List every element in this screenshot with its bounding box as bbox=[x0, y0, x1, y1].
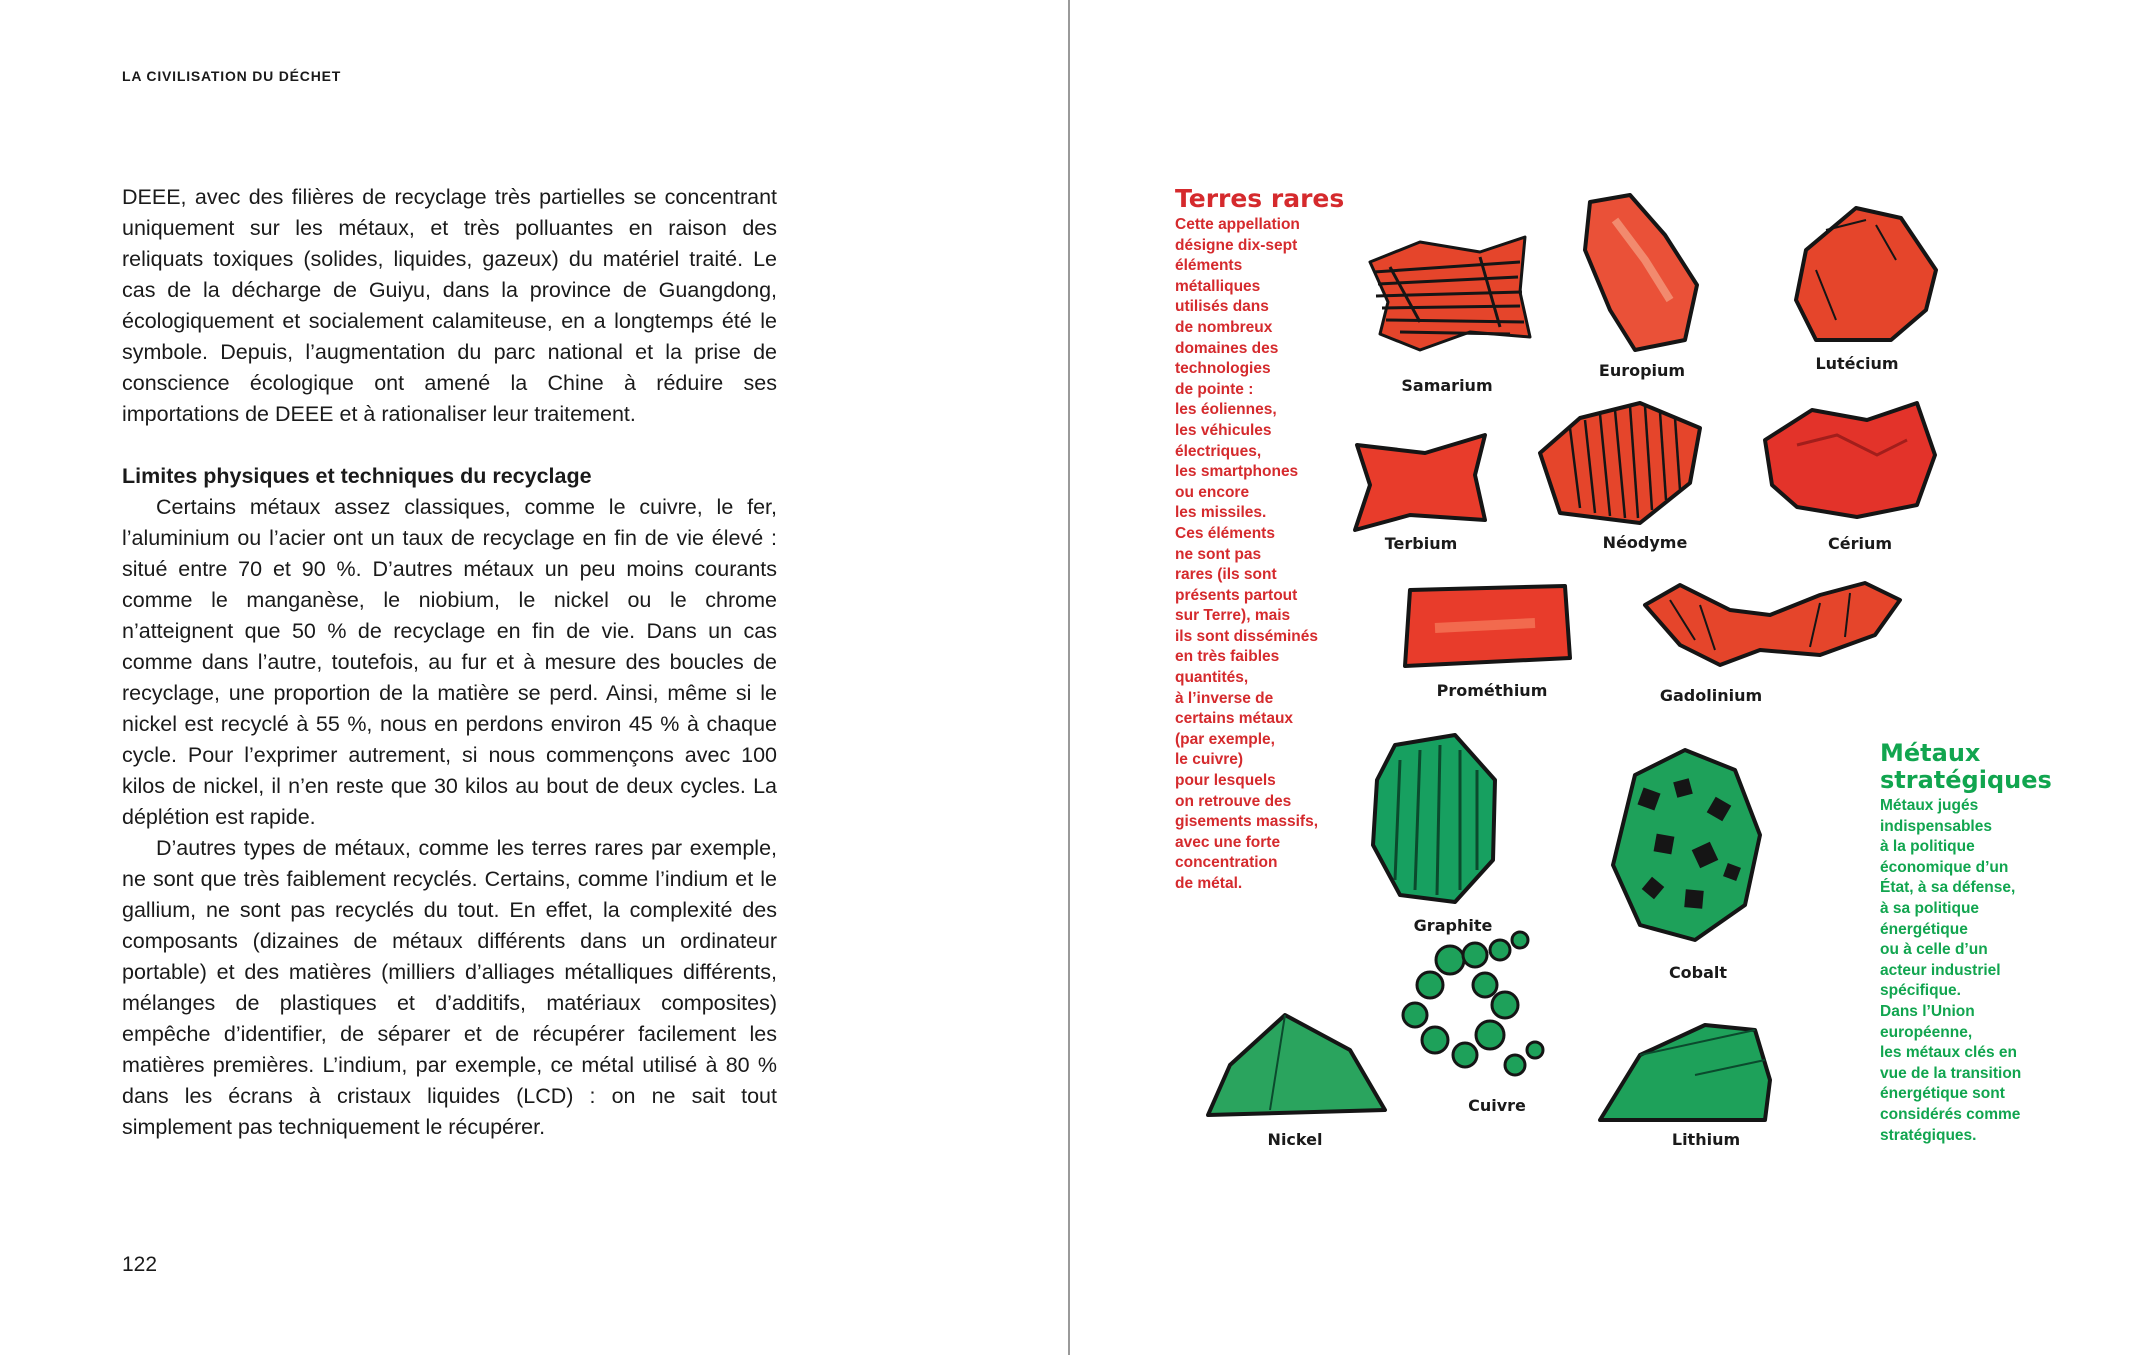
mineral-label: Samarium bbox=[1401, 376, 1493, 395]
mineral-label: Lithium bbox=[1671, 1130, 1741, 1149]
europium-illustration bbox=[1575, 190, 1705, 355]
terres-rares-title: Terres rares bbox=[1175, 184, 1345, 213]
right-page bbox=[1070, 0, 2134, 1355]
paragraph: DEEE, avec des filières de recyclage très partielles se concentrant uniquement sur les métaux, et très polluantes en raison des reliquats toxiques (solides, liquides, gazeux) du matériel traité. Le cas de la décharge de Guiyu, dans la province de Guangdong, écologiquement et socialement calamiteuse, en a longtemps été le symbole. Depuis, l’augmentation du parc national et la prise de conscience écologique ont amené la Chine à réduire ses importations de DEEE et à rationaliser leur traitement. bbox=[122, 185, 777, 426]
nickel-illustration bbox=[1200, 1010, 1390, 1120]
cobalt-illustration bbox=[1605, 745, 1765, 945]
metaux-strategiques-description: Métaux jugés indispensables à la politique économique d’un État, à sa défense, à sa politique énergétique ou à celle d’un acteur industriel spécifique. Dans l’Union européenne, les métaux clés en vue de la transition énergétique sont considérés comme stratégiques. bbox=[1880, 797, 2022, 1144]
metaux-strategiques-block bbox=[1880, 739, 2052, 1146]
terbium-illustration bbox=[1345, 425, 1495, 535]
promethium-illustration bbox=[1395, 578, 1575, 673]
section-heading: Limites physiques et techniques du recyclage bbox=[122, 464, 592, 488]
graphite-illustration bbox=[1365, 730, 1505, 910]
body-text bbox=[122, 182, 777, 1143]
paragraph: D’autres types de métaux, comme les terres rares par exemple, ne sont que très faiblement recyclés. Certains, comme l’indium et le gallium, ne sont pas recyclés du tout. En effet, la complexité des composants (dizaines de métaux différents dans un ordinateur portable) et des matières (milliers d’alliages métalliques différents, mélanges de plastiques et d’additifs, matériaux composites) empêche d’identifier, de séparer et de récupérer facilement les matières premières. L’indium, par exemple, ce métal utilisé à 80 % dans les écrans à cristaux liquides (LCD) : on ne sait tout simplement pas techniquement le récupérer. bbox=[122, 836, 777, 1139]
mineral-label: Prométhium bbox=[1436, 681, 1548, 700]
terres-rares-description: Cette appellation désigne dix-sept éléments métalliques utilisés dans de nombreux domaines des technologies de pointe : les éoliennes, les véhicules électriques, les smartphones ou encore les missiles. Ces éléments ne sont pas rares (ils sont présents partout sur Terre), mais ils sont disséminés en très faibles quantités, à l’inverse de certains métaux (par exemple, le cuivre) pour lesquels on retrouve des gisements massifs, avec une forte concentration de métal. bbox=[1175, 216, 1319, 892]
lithium-illustration bbox=[1595, 1015, 1775, 1125]
samarium-illustration bbox=[1360, 222, 1535, 362]
gadolinium-illustration bbox=[1640, 575, 1905, 675]
mineral-label: Cobalt bbox=[1668, 963, 1728, 982]
terres-rares-block bbox=[1175, 185, 1350, 895]
cuivre-illustration bbox=[1390, 930, 1550, 1085]
mineral-label: Graphite bbox=[1413, 916, 1493, 935]
mineral-label: Néodyme bbox=[1602, 533, 1688, 552]
mineral-label: Europium bbox=[1598, 361, 1686, 380]
cerium-illustration bbox=[1757, 395, 1942, 525]
mineral-label: Lutécium bbox=[1815, 354, 1899, 373]
mineral-label: Nickel bbox=[1267, 1130, 1323, 1149]
mineral-label: Terbium bbox=[1384, 534, 1458, 553]
running-head: LA CIVILISATION DU DÉCHET bbox=[122, 68, 342, 84]
page-number: 122 bbox=[122, 1253, 158, 1276]
neodyme-illustration bbox=[1530, 398, 1705, 528]
mineral-label: Gadolinium bbox=[1659, 686, 1763, 705]
lutecium-illustration bbox=[1786, 200, 1941, 350]
paragraph: Certains métaux assez classiques, comme le cuivre, le fer, l’aluminium ou l’acier ont un taux de recyclage en fin de vie élevé : situé entre 70 et 90 %. D’autres métaux un peu moins courants comme le manganèse, le niobium, le nickel ou le chrome n’atteignent que 50 % de recyclage en fin de vie. Dans un cas comme dans l’autre, toutefois, au fur et à mesure des boucles de recyclage, une proportion de la matière se perd. Ainsi, même si le nickel est recyclé à 55 %, nous en perdons environ 45 % à chaque cycle. Pour l’exprimer autrement, si nous commençons avec 100 kilos de nickel, il n’en reste que 30 kilos au bout de deux cycles. La déplétion est rapide. bbox=[122, 495, 777, 829]
mineral-label: Cuivre bbox=[1468, 1096, 1526, 1115]
metaux-strategiques-title: Métaux stratégiques bbox=[1880, 739, 2052, 794]
mineral-label: Cérium bbox=[1827, 534, 1893, 553]
